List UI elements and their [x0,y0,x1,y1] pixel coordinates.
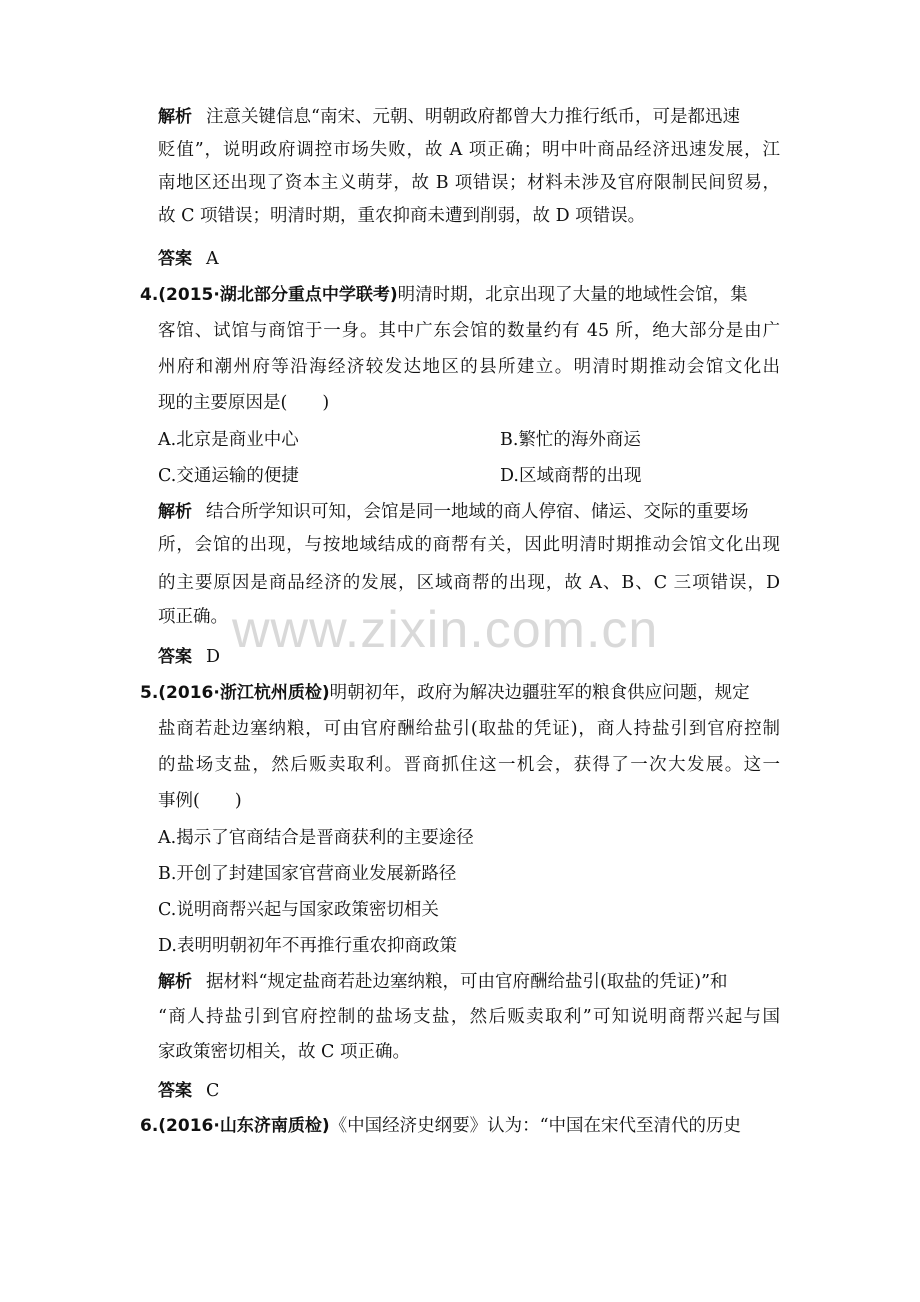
text-line [158,392,329,414]
line-text: C.交通运输的便捷 [158,466,299,486]
text-line [158,572,780,594]
text-line [500,429,641,451]
text-line [158,1006,780,1028]
text-line [158,1080,219,1102]
line-text: D.区域商帮的出现 [500,466,642,486]
text-line [500,465,641,487]
bold-label: 5.(2016·浙江杭州质检) [140,683,330,703]
line-text: 客馆、试馆与商馆于一身。其中广东会馆的数量约有 45 所，绝大部分是由广 [158,321,780,341]
bold-label: 答案 [158,647,192,667]
text-line [158,534,780,556]
text-line [158,106,740,128]
line-text: 的主要原因是商品经济的发展，区域商帮的出现，故 A、B、C 三项错误，D [158,573,780,593]
bold-label: 解析 [158,502,192,522]
text-line [158,205,645,227]
line-text: 注意关键信息“南宋、元朝、明朝政府都曾大力推行纸币，可是都迅速 [206,107,740,127]
text-line [158,320,780,342]
watermark: www.zixin.com.cn [232,601,659,659]
text-line [158,172,780,194]
text-line [158,935,457,957]
line-text: 南地区还出现了资本主义萌芽，故 B 项错误；材料未涉及官府限制民间贸易， [158,173,780,193]
text-line [158,356,780,378]
line-text: C [206,1081,220,1101]
line-text: 家政策密切相关，故 C 项正确。 [158,1042,411,1062]
text-line [158,899,439,921]
text-line [158,646,220,668]
line-text: 现的主要原因是( ) [158,393,330,413]
line-text: 据材料“规定盐商若赴边塞纳粮，可由官府酬给盐引(取盐的凭证)”和 [206,972,728,992]
line-text: D.表明明朝初年不再推行重农抑商政策 [158,936,457,956]
line-text: A [206,249,219,269]
text-line [158,790,242,812]
line-text: 事例( ) [158,791,242,811]
line-text: 项正确。 [158,607,228,627]
text-line [158,248,219,270]
bold-label: 答案 [158,1081,192,1101]
bold-label: 答案 [158,249,192,269]
bold-label: 4.(2015·湖北部分重点中学联考) [140,285,398,305]
text-line [158,971,728,993]
line-text: C.说明商帮兴起与国家政策密切相关 [158,900,439,920]
line-text: 结合所学知识可知，会馆是同一地域的商人停宿、储运、交际的重要场 [206,502,749,522]
text-line [158,827,474,849]
text-line [140,682,750,704]
line-text: A.北京是商业中心 [158,430,299,450]
bold-label: 解析 [158,972,192,992]
text-line [158,863,456,885]
bold-label: 解析 [158,107,192,127]
text-line [158,501,749,523]
line-text: A.揭示了官商结合是晋商获利的主要途径 [158,828,474,848]
line-text: B.开创了封建国家官营商业发展新路径 [158,864,457,884]
line-text: “商人持盐引到官府控制的盐场支盐，然后贩卖取利”可知说明商帮兴起与国 [158,1007,780,1027]
text-line [158,606,228,628]
text-line [140,284,748,306]
line-text: 明朝初年，政府为解决边疆驻军的粮食供应问题，规定 [329,683,750,703]
line-text: D [206,647,221,667]
text-line [140,1115,741,1137]
bold-label: 6.(2016·山东济南质检) [140,1116,330,1136]
line-text: 故 C 项错误；明清时期，重农抑商未遭到削弱，故 D 项错误。 [158,206,646,226]
line-text: 贬值”，说明政府调控市场失败，故 A 项正确；明中叶商品经济迅速发展，江 [158,140,780,160]
line-text: 《中国经济史纲要》认为：“中国在宋代至清代的历史 [329,1116,742,1136]
line-text: 明清时期，北京出现了大量的地域性会馆，集 [397,285,748,305]
text-line [158,754,780,776]
text-line [158,139,780,161]
text-line [158,718,780,740]
text-line [158,429,299,451]
line-text: 所，会馆的出现，与按地域结成的商帮有关，因此明清时期推动会馆文化出现 [158,535,780,555]
text-line [158,465,299,487]
line-text: 州府和潮州府等沿海经济较发达地区的县所建立。明清时期推动会馆文化出 [158,357,780,377]
line-text: B.繁忙的海外商运 [500,430,641,450]
text-line [158,1041,410,1063]
line-text: 的盐场支盐，然后贩卖取利。晋商抓住这一机会，获得了一次大发展。这一 [158,755,780,775]
line-text: 盐商若赴边塞纳粮，可由官府酬给盐引(取盐的凭证)，商人持盐引到官府控制 [158,719,780,739]
